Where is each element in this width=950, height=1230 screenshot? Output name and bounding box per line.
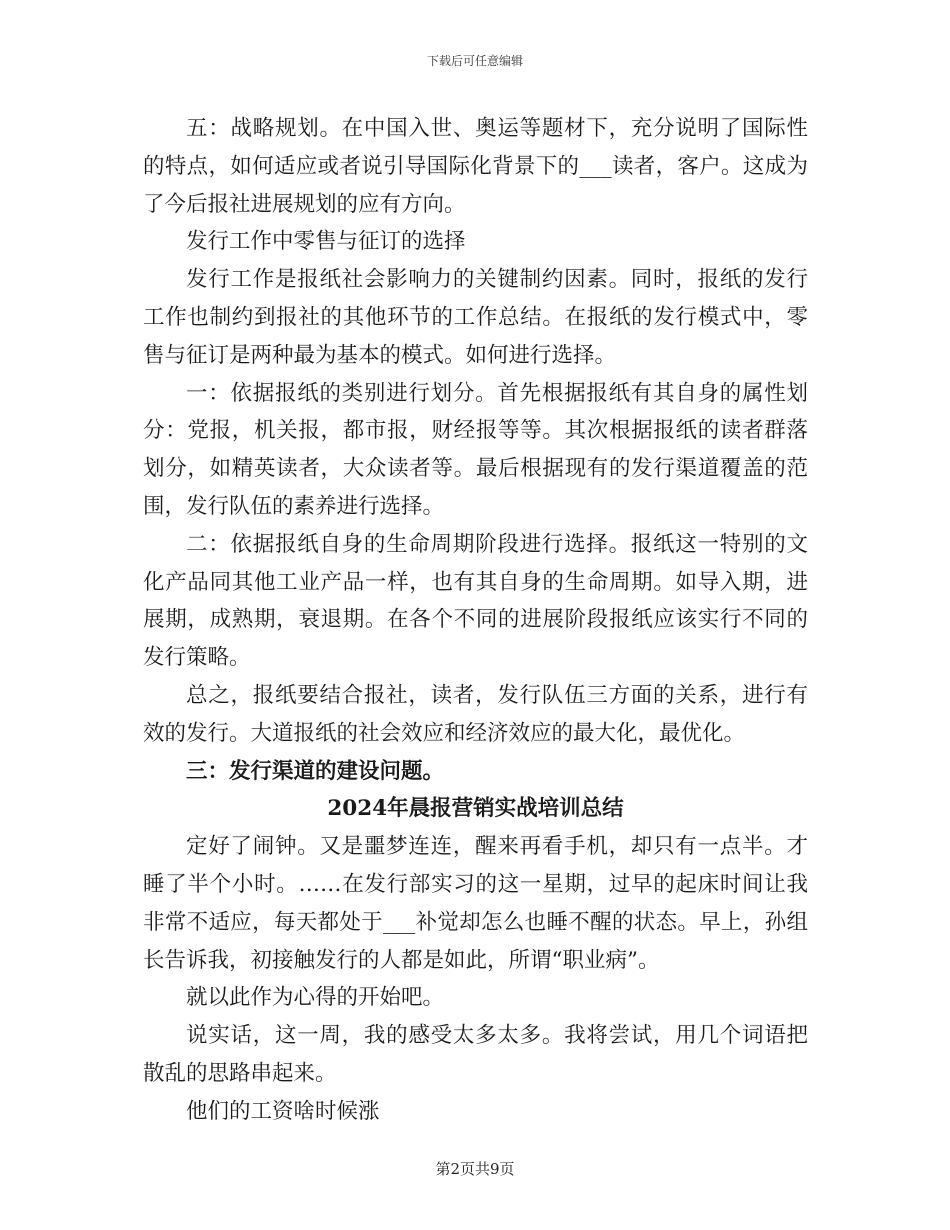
paragraph-feelings: 说实话，这一周，我的感受太多太多。我将尝试，用几个词语把散乱的思路串起来。 xyxy=(143,1023,808,1086)
paragraph-point-one: 一：依据报纸的类别进行划分。首先根据报纸有其自身的属性划分：党报，机关报，都市报，财经报等等。其次根据报纸的读者群落划分，如精英读者，大众读者等。最后根据现有的发行渠道覆盖的范围，发行队伍的素养进行选择。 xyxy=(143,380,808,519)
paragraph-alarm: 定好了闹钟。又是噩梦连连，醒来再看手机，却只有一点半。才睡了半个小时。……在发行部实习的这一星期，过早的起床时间让我非常不适应，每天都处于___补觉却怎么也睡不醒的状态。早上，孙组长告诉我，初接触发行的人都是如此，所谓“职业病”。 xyxy=(143,834,808,973)
paragraph-retail-subscription-heading: 发行工作中零售与征订的选择 xyxy=(186,229,466,255)
paragraph-strategy-planning: 五：战略规划。在中国入世、奥运等题材下，充分说明了国际性的特点，如何适应或者说引导国际化背景下的___读者，客户。这成为了今后报社进展规划的应有方向。 xyxy=(143,116,808,217)
paragraph-start: 就以此作为心得的开始吧。 xyxy=(186,985,445,1011)
paragraph-conclusion: 总之，报纸要结合报社，读者，发行队伍三方面的关系，进行有效的发行。大道报纸的社会效应和经济效应的最大化，最优化。 xyxy=(143,682,808,746)
paragraph-point-two: 二：依据报纸自身的生命周期阶段进行选择。报纸这一特别的文化产品同其他工业产品一样，也有其自身的生命周期。如导入期，进展期，成熟期，衰退期。在各个不同的进展阶段报纸应该实行不同的发行策略。 xyxy=(143,531,808,671)
document-body xyxy=(143,110,808,1131)
paragraph-distribution-intro: 发行工作是报纸社会影响力的关键制约因素。同时，报纸的发行工作也制约到报社的其他环节的工作总结。在报纸的发行模式中，零售与征订是两种最为基本的模式。如何进行选择。 xyxy=(143,267,808,368)
paragraph-salary: 他们的工资啥时候涨 xyxy=(186,1098,380,1124)
page-footer: 第2页共9页 xyxy=(435,1160,515,1178)
section-heading-channels: 三：发行渠道的建设问题。 xyxy=(186,758,445,784)
page-header: 下载后可任意编辑 xyxy=(426,54,523,68)
document-title: 2024年晨报营销实战培训总结 xyxy=(327,796,624,822)
